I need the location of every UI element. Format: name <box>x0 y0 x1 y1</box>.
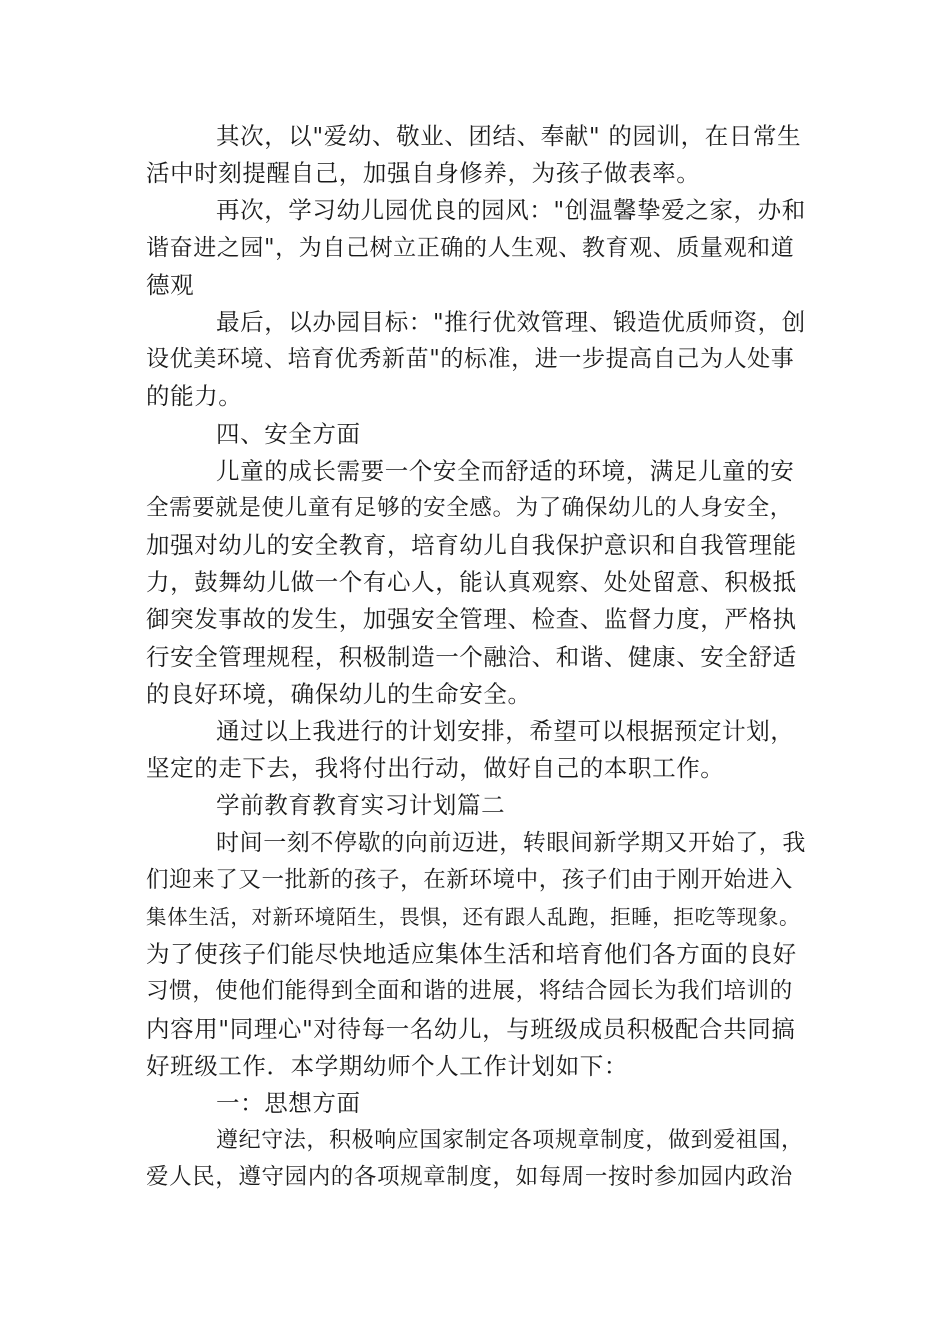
text-line: 德观 <box>146 270 195 299</box>
text-line: 御突发事故的发生，加强安全管理、检查、监督力度，严格执 <box>146 605 797 634</box>
section-heading: 学前教育教育实习计划篇二 <box>216 791 506 820</box>
text-line: 再次，学习幼儿园优良的园风："创温馨挚爱之家，办和 <box>216 196 806 225</box>
text-line: 谐奋进之园"，为自己树立正确的人生观、教育观、质量观和道 <box>146 234 795 261</box>
text-line: 行安全管理规程，积极制造一个融洽、和谐、健康、安全舒适 <box>146 642 797 671</box>
text-line: 全需要就是使儿童有足够的安全感。为了确保幼儿的人身安全， <box>146 494 793 521</box>
text-line: 为了使孩子们能尽快地适应集体生活和培育他们各方面的良好 <box>146 940 797 969</box>
text-line: 儿童的成长需要一个安全而舒适的环境，满足儿童的安 <box>216 456 795 485</box>
section-heading: 四、安全方面 <box>216 419 361 448</box>
text-line: 习惯，使他们能得到全面和谐的进展，将结合园长为我们培训的 <box>146 978 793 1005</box>
document-page <box>146 118 806 1196</box>
text-line: 加强对幼儿的安全教育，培育幼儿自我保护意识和自我管理能 <box>146 531 797 560</box>
text-line: 内容用"同理心"对待每一名幼儿，与班级成员积极配合共同搞 <box>146 1014 796 1043</box>
text-line: 活中时刻提醒自己，加强自身修养，为孩子做表率。 <box>146 159 701 188</box>
text-line: 的良好环境，确保幼儿的生命安全。 <box>146 679 532 708</box>
text-line: 们迎来了又一批新的孩子，在新环境中，孩子们由于刚开始进入 <box>146 866 793 893</box>
text-line: 集体生活，对新环境陌生，畏惧，还有跟人乱跑，拒睡，拒吃等现象。 <box>146 904 801 929</box>
text-line: 其次，以"爱幼、敬业、团结、奉献" 的园训，在日常生 <box>216 122 802 150</box>
text-line: 好班级工作．本学期幼师个人工作计划如下： <box>146 1051 628 1080</box>
text-line: 通过以上我进行的计划安排，希望可以根据预定计划， <box>216 717 795 745</box>
text-line: 设优美环境、培育优秀新苗"的标准，进一步提高自己为人处事 <box>146 346 795 373</box>
text-line: 的能力。 <box>146 382 243 411</box>
text-line: 力，鼓舞幼儿做一个有心人，能认真观察、处处留意、积极抵 <box>146 568 797 597</box>
text-line: 时间一刻不停歇的向前迈进，转眼间新学期又开始了，我 <box>216 829 806 856</box>
text-line: 爱人民，遵守园内的各项规章制度，如每周一按时参加园内政治 <box>146 1164 793 1191</box>
text-line: 最后，以办园目标："推行优效管理、锻造优质师资，创 <box>216 307 806 336</box>
section-heading: 一：思想方面 <box>216 1088 361 1117</box>
text-line: 遵纪守法，积极响应国家制定各项规章制度，做到爱祖国， <box>216 1128 804 1154</box>
text-line: 坚定的走下去，我将付出行动，做好自己的本职工作。 <box>146 754 725 783</box>
